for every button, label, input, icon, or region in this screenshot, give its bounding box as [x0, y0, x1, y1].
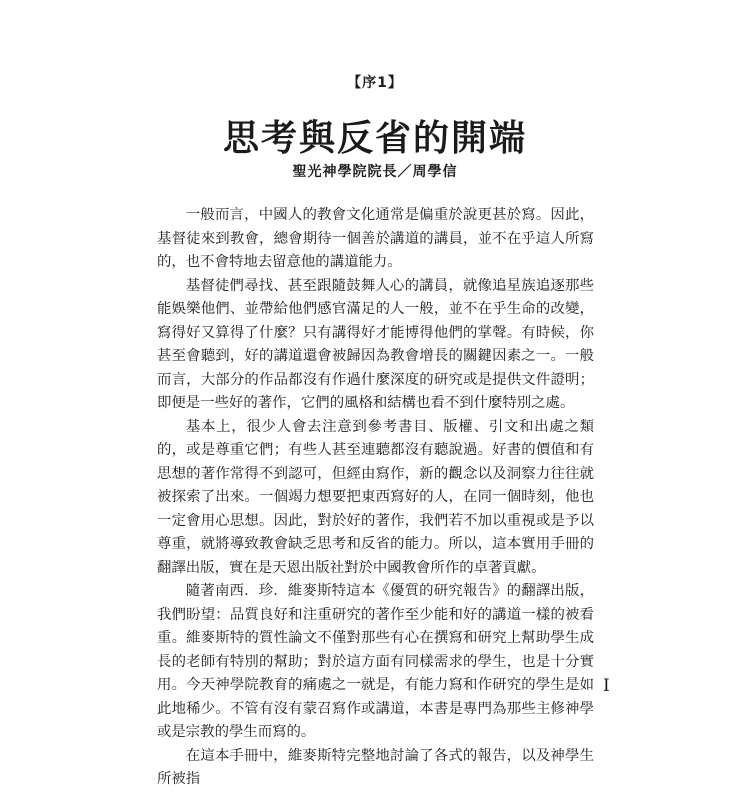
- paragraph: 基本上，很少人會去注意到參考書目、版權、引文和出處之類的，或是尊重它們；有些人甚至連聽都沒有聽說過。好書的價值和有思想的著作常得不到認可，但經由寫作，新的觀念以及洞察力往往就被探索了出來。一個竭力想要把東西寫好的人，在同一個時刻，他也一定會用心思想。因此，對於好的著作，我們若不加以重視或是予以尊重，就將導致教會缺乏思考和反省的能力。所以，這本實用手冊的翻譯出版，實在是天恩出版社對於中國教會所作的卓著貢獻。: [157, 418, 594, 576]
- paragraph: 一般而言，中國人的教會文化通常是偏重於說更甚於寫。因此，基督徒來到教會，總會期待一個善於講道的講員，並不在乎這人所寫的，也不會特地去留意他的講道能力。: [157, 207, 594, 270]
- paragraph: 基督徒們尋找、甚至跟隨鼓舞人心的講員，就像追星族追逐那些能娛樂他們、並帶給他們感官滿足的人一般，並不在乎生命的改變，寫得好又算得了什麼？只有講得好才能博得他們的掌聲。有時候，你甚至會聽到，好的講道還會被歸因為教會增長的關鍵因素之一。一般而言，大部分的作品都沒有作過什麼深度的研究或是提供文件證明；即便是一些好的著作，它們的風格和結構也看不到什麼特別之處。: [157, 277, 594, 411]
- body-text: [157, 204, 594, 792]
- paragraph: 在這本手冊中，維麥斯特完整地討論了各式的報告，以及神學生所被指: [157, 747, 594, 787]
- page-number: I: [603, 676, 610, 696]
- author-line: 聖光神學院院長／周學信: [292, 164, 458, 180]
- section-tag: 【序1】: [347, 75, 403, 91]
- page-title: 思考與反省的開端: [222, 118, 527, 159]
- paragraph: 隨著南西．珍．維麥斯特這本《優質的研究報告》的翻譯出版，我們盼望：品質良好和注重研究的著作至少能和好的講道一樣的被看重。維麥斯特的質性論文不僅對那些有心在撰寫和研究上幫助學生成長的老師有特別的幫助；對於這方面有同樣需求的學生，也是十分實用。今天神學院教育的痛處之一就是，有能力寫和作研究的學生是如此地稀少。不管有沒有蒙召寫作或講道，本書是專門為那些主修神學或是宗教的學生而寫的。: [157, 583, 594, 740]
